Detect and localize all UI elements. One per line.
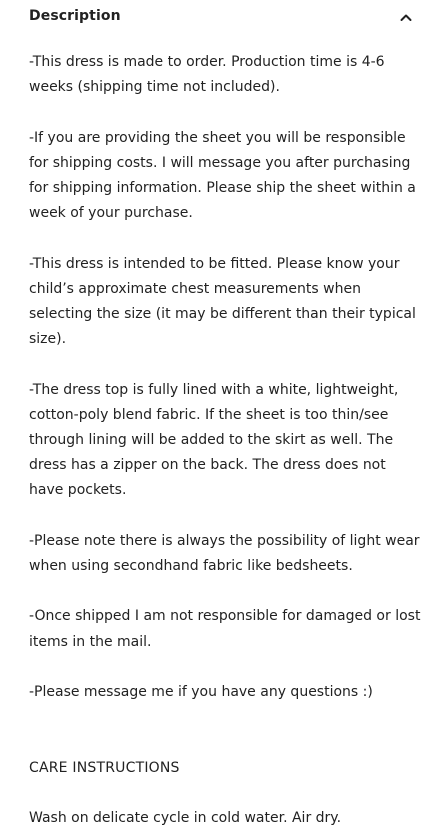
section-title: Description (29, 8, 121, 24)
description-paragraph: -This dress is made to order. Production time is 4-6 weeks (shipping time not included). (29, 54, 385, 96)
description-accordion-header[interactable] (0, 0, 447, 36)
description-paragraph: -This dress is intended to be fitted. Please know your child’s approximate chest measurements when selecting the size (it may be different than their typical size). (29, 255, 416, 348)
description-paragraph: -Please message me if you have any questions :) (29, 683, 373, 700)
description-paragraph: -Once shipped I am not responsible for damaged or lost items in the mail. (29, 608, 421, 650)
description-content (29, 50, 421, 831)
description-paragraph: -Please note there is always the possibility of light wear when using secondhand fabric like bedsheets. (29, 532, 420, 574)
chevron-up-icon[interactable] (398, 10, 414, 26)
care-instructions-text: Wash on delicate cycle in cold water. Air dry. (29, 809, 342, 826)
care-instructions-heading: CARE INSTRUCTIONS (29, 759, 180, 776)
description-paragraph: -If you are providing the sheet you will be responsible for shipping costs. I will message you after purchasing for shipping information. Please ship the sheet within a week of your purchase. (29, 129, 416, 222)
description-paragraph: -The dress top is fully lined with a white, lightweight, cotton-poly blend fabric. If the sheet is too thin/see through lining will be added to the skirt as well. The dress has a zipper on the back. The dress does not have pockets. (29, 381, 399, 499)
